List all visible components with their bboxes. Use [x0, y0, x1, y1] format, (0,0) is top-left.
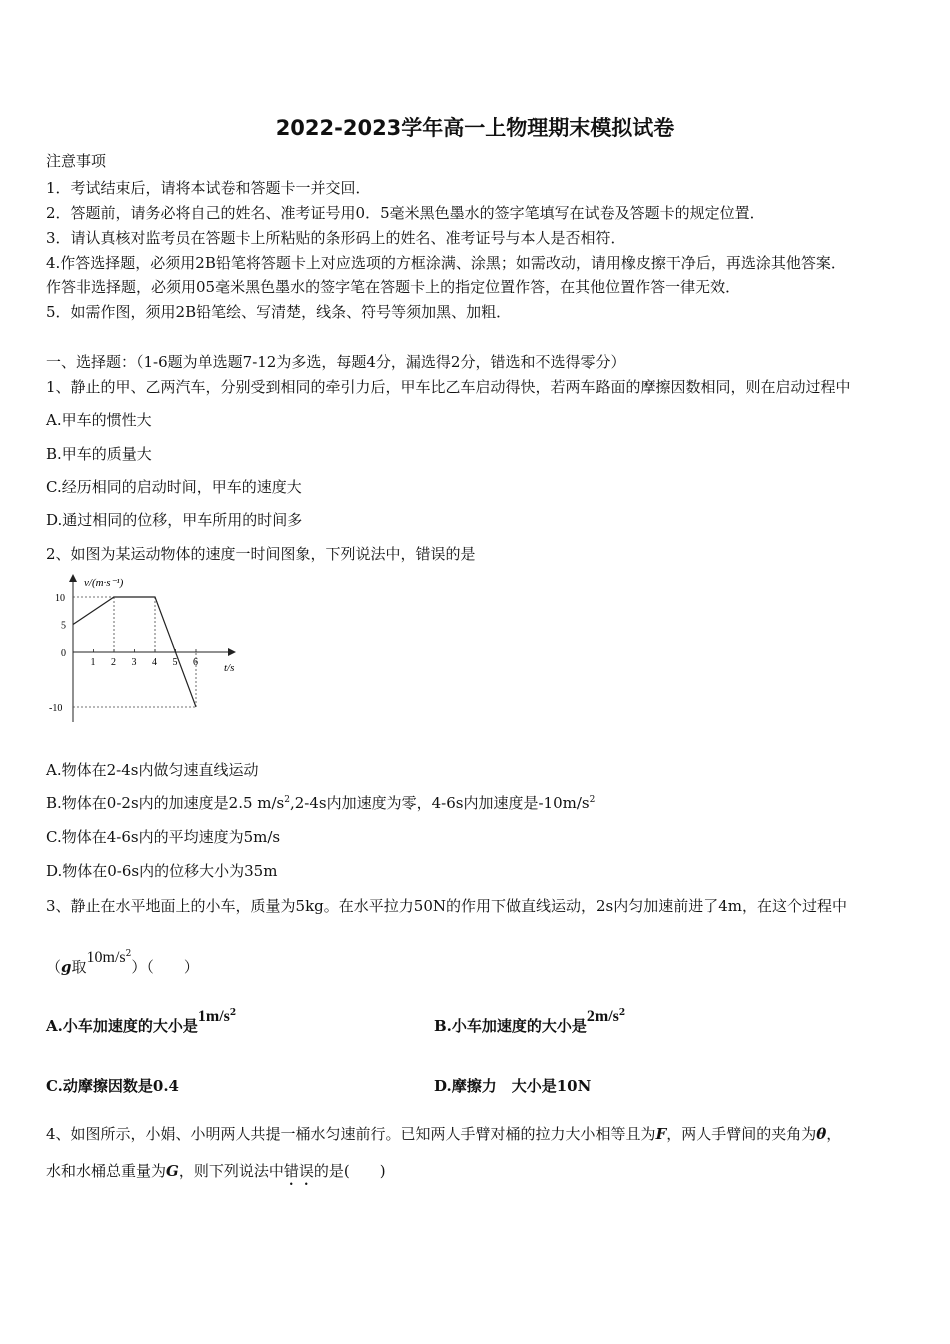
y-tick-label: -10 — [49, 703, 63, 714]
q1-option-d: D.通过相同的位移，甲车所用的时间多 — [46, 511, 303, 529]
q2-stem: 2、如图为某运动物体的速度一时间图象，下列说法中，错误的是 — [46, 545, 476, 563]
q1-option-a: A.甲车的惯性大 — [46, 411, 152, 429]
notice-item: 4.作答选择题，必须用2B铅笔将答题卡上对应选项的方框涂满、涂黑；如需改动，请用橡皮擦干净后，再选涂其他答案． — [46, 254, 846, 272]
y-tick-label: 0 — [61, 648, 66, 659]
page-title: 2022-2023学年高一上物理期末模拟试卷 — [275, 116, 675, 140]
notice-item: 作答非选择题，必须用05毫米黑色墨水的签字笔在答题卡上的指定位置作答，在其他位置作答一律无效． — [46, 278, 741, 296]
x-tick-label: 3 — [131, 657, 137, 668]
notice-item: 1．考试结束后，请将本试卷和答题卡一并交回． — [46, 179, 371, 197]
y-tick-label: 5 — [61, 620, 66, 632]
velocity-time-chart — [40, 570, 280, 730]
x-tick-label: 1 — [90, 657, 96, 668]
notice-item: 5．如需作图，须用2B铅笔绘、写清楚，线条、符号等须加黑、加粗． — [46, 303, 512, 321]
q2-option-a: A.物体在2-4s内做匀速直线运动 — [46, 761, 259, 779]
q2-option-c: C.物体在4-6s内的平均速度为5m/s — [46, 828, 281, 846]
notice-item: 3．请认真核对监考员在答题卡上所粘贴的条形码上的姓名、准考证号与本人是否相符． — [46, 229, 626, 247]
q3-stem: 3、静止在水平地面上的小车，质量为5kg。在水平拉力50N的作用下做直线运动，2s内匀加速前进了4m，在这个过程中 — [46, 897, 848, 915]
x-tick-label: 6 — [193, 657, 198, 668]
y-axis-label: v/(m·s⁻¹) — [84, 577, 124, 589]
q3-option-d: D.摩擦力 大小是10N — [434, 1077, 592, 1095]
q1-option-c: C.经历相同的启动时间，甲车的速度大 — [46, 478, 302, 496]
q3-gravity-note: （g取$10m/s^2$）（ ） — [46, 949, 199, 976]
q4-stem: 4、如图所示，小娟、小明两人共提一桶水匀速前行。已知两人手臂对桶的拉力大小相等且为F，两人手臂间的夹角为θ， — [46, 1125, 842, 1143]
q1-stem: 1、静止的甲、乙两汽车，分别受到相同的牵引力后，甲车比乙车启动得快，若两车路面的摩擦因数相同，则在启动过程中 — [46, 378, 851, 396]
notice-item: 2．答题前，请务必将自己的姓名、准考证号用0．5毫米黑色墨水的签字笔填写在试卷及答题卡的规定位置． — [46, 204, 765, 222]
x-tick-label: 2 — [111, 657, 116, 668]
x-tick-label: 5 — [172, 657, 178, 668]
notice-heading: 注意事项 — [46, 152, 107, 170]
x-tick-label: 4 — [152, 657, 157, 668]
q3-option-c: C.动摩擦因数是0.4 — [46, 1077, 179, 1095]
x-axis-label: t/s — [224, 662, 235, 674]
q1-option-b: B.甲车的质量大 — [46, 445, 152, 463]
section-heading: 一、选择题：（1-6题为单选题7-12为多选，每题4分，漏选得2分，错选和不选得零分） — [46, 353, 626, 371]
q4-stem-line2: 水和水桶总重量为G，则下列说法中错误的是( ) — [46, 1162, 386, 1180]
q2-option-b: B.物体在0-2s内的加速度是2.5 $m/s^2,2-4s$内加速度为零，4-6s内加速度是$-10m/s^2$ — [46, 794, 596, 812]
q3-option-b: B.小车加速度的大小是$2m/s^2$ — [434, 1008, 626, 1035]
q3-option-a: A.小车加速度的大小是$1m/s^2$ — [46, 1008, 237, 1035]
q2-option-d: D.物体在0-6s内的位移大小为35m — [46, 862, 278, 880]
y-tick-label: 10 — [55, 593, 65, 604]
